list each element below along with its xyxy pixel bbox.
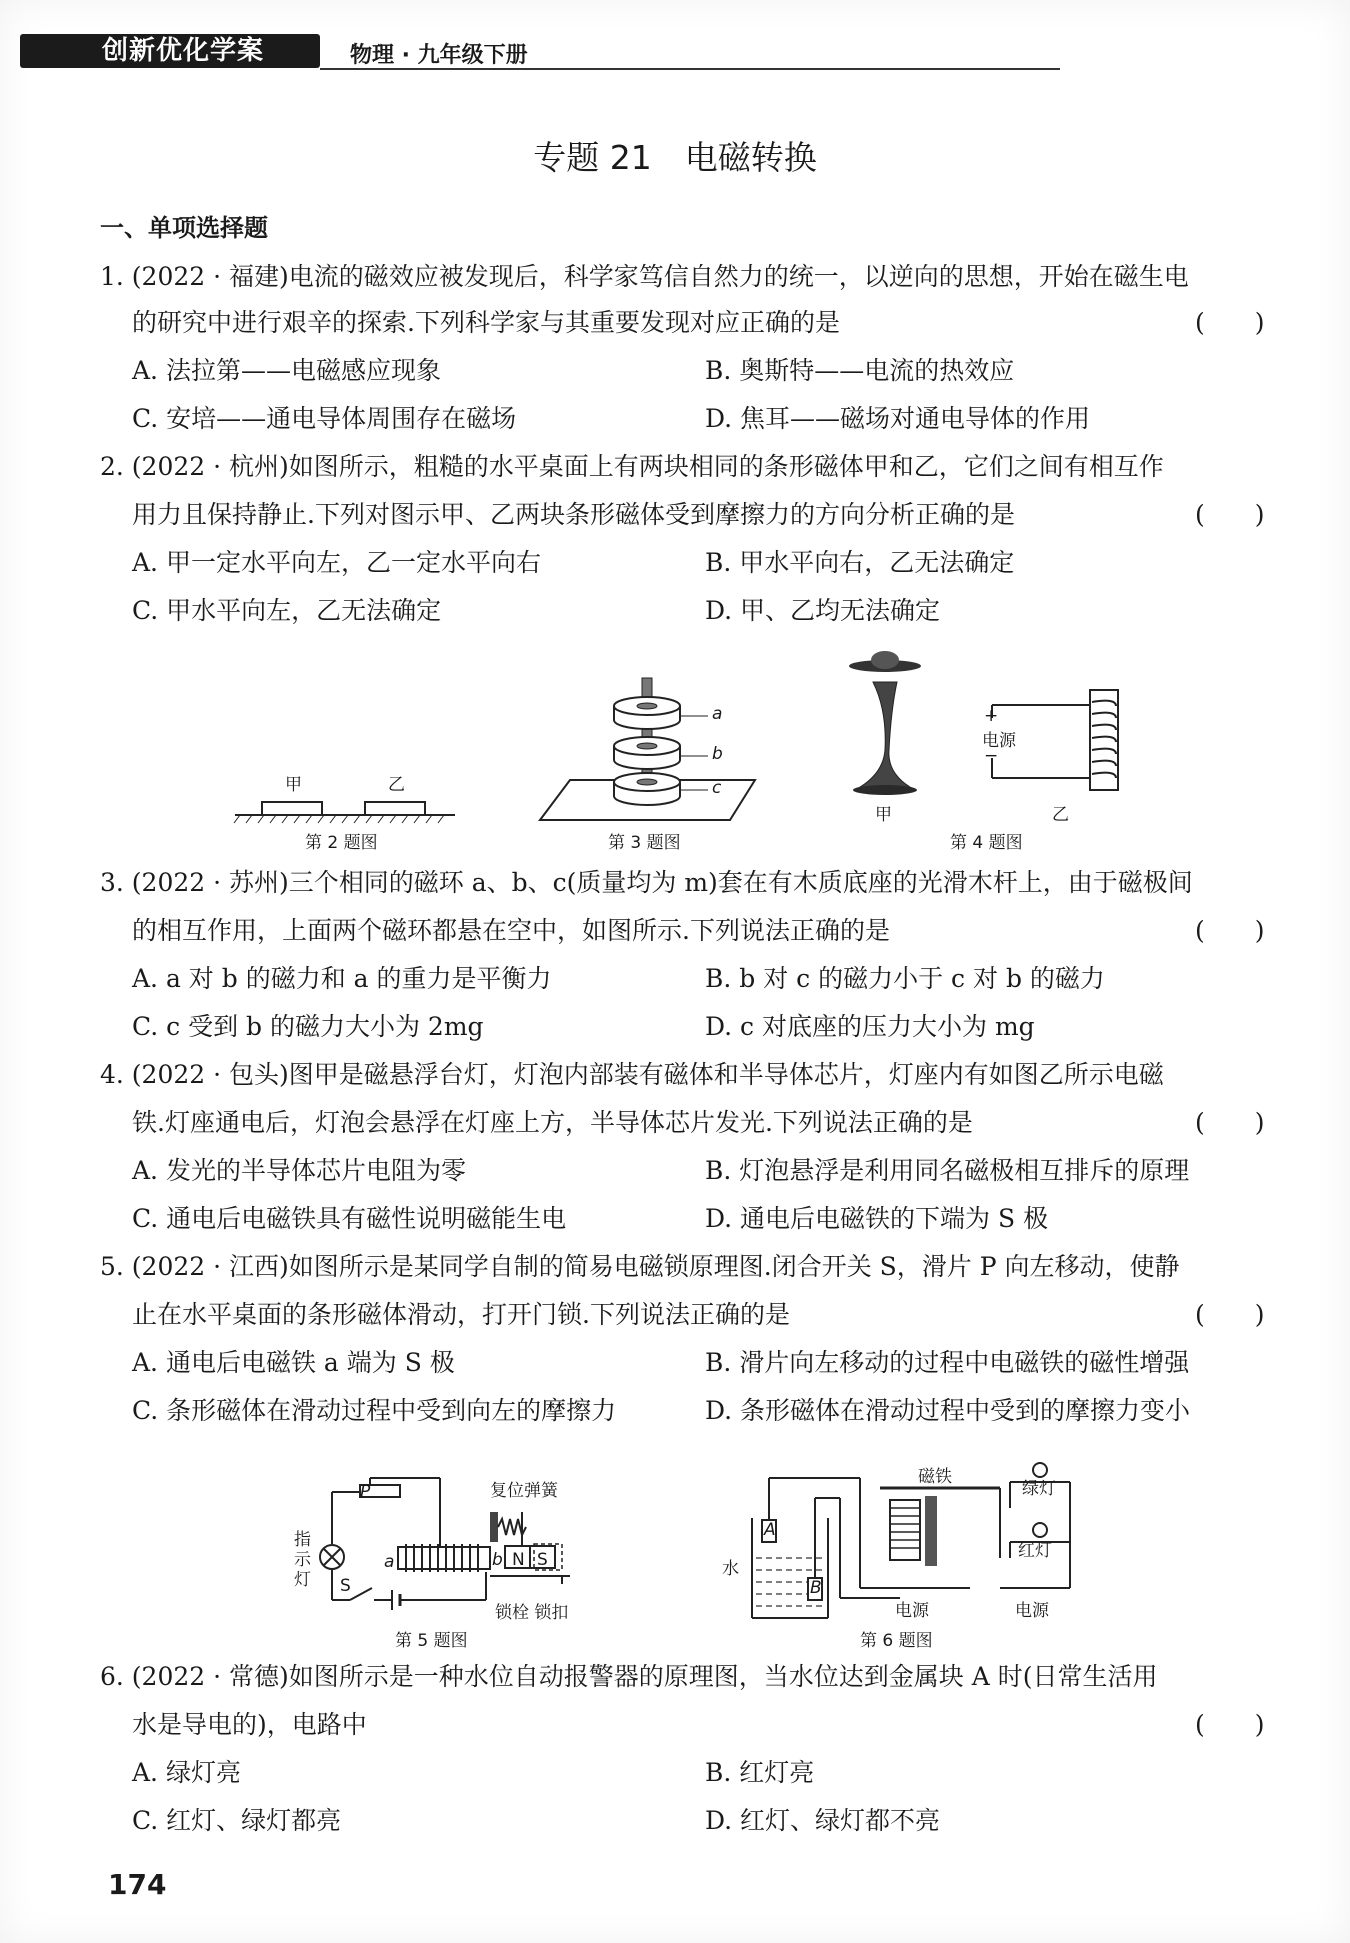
fig5-label-s: S (340, 1576, 351, 1596)
fig5-caption: 第 5 题图 (395, 1631, 468, 1651)
question-3-line-1: 3. (2022 · 苏州)三个相同的磁环 a、b、c(质量均为 m)套在有木质底座的光滑木杆上，由于磁极间 (100, 868, 1193, 897)
topic-title: 专题 21 电磁转换 (533, 138, 817, 177)
fig2-caption: 第 2 题图 (305, 833, 378, 853)
question-3-option-d[interactable]: D. c 对底座的压力大小为 mg (705, 1012, 1035, 1041)
magnet-yi (365, 802, 425, 815)
magnet-ring-b (614, 737, 680, 769)
fig4-label-jia: 甲 (875, 805, 892, 825)
switch-s (350, 1588, 372, 1600)
question-4-option-a[interactable]: A. 发光的半导体芯片电阻为零 (132, 1156, 466, 1185)
question-2-option-a[interactable]: A. 甲一定水平向左，乙一定水平向右 (132, 548, 541, 577)
question-2-line-2: 用力且保持静止.下列对图示甲、乙两块条形磁体受到摩擦力的方向分析正确的是 (132, 500, 1015, 529)
question-2-option-d[interactable]: D. 甲、乙均无法确定 (705, 596, 941, 625)
question-6-option-b[interactable]: B. 红灯亮 (705, 1758, 815, 1787)
question-1-line-1: 1. (2022 · 福建)电流的磁效应被发现后，科学家笃信自然力的统一，以逆向的思想，开始在磁生电 (100, 262, 1189, 291)
fig3-label-a: a (712, 704, 723, 724)
electromagnet (398, 1544, 490, 1572)
question-6-line-2: 水是导电的)，电路中 (132, 1710, 367, 1739)
fig6-label-a: A (764, 1520, 776, 1540)
question-2-line-1: 2. (2022 · 杭州)如图所示，粗糙的水平桌面上有两块相同的条形磁体甲和乙，它们之间有相互作 (100, 452, 1164, 481)
figure-3-diagram (540, 678, 760, 820)
fig6-power2-label: 电源 (1015, 1601, 1049, 1621)
relay-electromagnet (890, 1496, 937, 1566)
fig4-minus: − (984, 746, 999, 766)
answer-blank-6[interactable]: ( ) (1195, 1710, 1265, 1739)
fig5-lock-label: 锁栓 锁扣 (495, 1603, 569, 1623)
question-5-option-c[interactable]: C. 条形磁体在滑动过程中受到向左的摩擦力 (132, 1396, 617, 1425)
question-1-option-a[interactable]: A. 法拉第——电磁感应现象 (132, 356, 441, 385)
question-2-option-b[interactable]: B. 甲水平向右，乙无法确定 (705, 548, 1015, 577)
question-3-option-c[interactable]: C. c 受到 b 的磁力大小为 2mg (132, 1012, 484, 1041)
fig6-water-label: 水 (722, 1559, 739, 1579)
fig5-label-a: a (384, 1552, 395, 1572)
fig5-lamp-label: 指示灯 (294, 1530, 311, 1590)
answer-blank-2[interactable]: ( ) (1195, 500, 1265, 529)
question-1-option-b[interactable]: B. 奥斯特——电流的热效应 (705, 356, 1015, 385)
question-2-option-c[interactable]: C. 甲水平向左，乙无法确定 (132, 596, 442, 625)
magnet-jia (262, 802, 322, 815)
fig3-caption: 第 3 题图 (608, 833, 681, 853)
fig6-magnet-label: 磁铁 (918, 1467, 952, 1487)
fig4-power-label: 电源 (982, 731, 1016, 751)
fig5-label-s2: S (537, 1550, 548, 1570)
fig6-caption: 第 6 题图 (860, 1631, 933, 1651)
question-4-option-b[interactable]: B. 灯泡悬浮是利用同名磁极相互排斥的原理 (705, 1156, 1190, 1185)
header-rule (320, 68, 1060, 70)
fig5-label-n: N (512, 1550, 525, 1570)
fig5-label-p: P (360, 1482, 371, 1502)
question-3-option-a[interactable]: A. a 对 b 的磁力和 a 的重力是平衡力 (132, 964, 552, 993)
question-1-option-c[interactable]: C. 安培——通电导体周围存在磁场 (132, 404, 517, 433)
magnet-ring-a (614, 697, 680, 729)
question-6-line-1: 6. (2022 · 常德)如图所示是一种水位自动报警器的原理图，当水位达到金属块 A 时(日常生活用 (100, 1662, 1158, 1691)
reset-spring (490, 1512, 526, 1542)
answer-blank-3[interactable]: ( ) (1195, 916, 1265, 945)
fig2-label-jia: 甲 (285, 775, 302, 795)
question-4-line-1: 4. (2022 · 包头)图甲是磁悬浮台灯，灯泡内部装有磁体和半导体芯片，灯座内有如图乙所示电磁 (100, 1060, 1164, 1089)
question-4-option-d[interactable]: D. 通电后电磁铁的下端为 S 极 (705, 1204, 1049, 1233)
fig4-plus: + (984, 706, 999, 726)
question-5-line-2: 止在水平桌面的条形磁体滑动，打开门锁.下列说法正确的是 (132, 1300, 790, 1329)
red-lamp (1033, 1523, 1047, 1537)
subject-label: 物理 · 九年级下册 (350, 43, 528, 68)
question-5-option-a[interactable]: A. 通电后电磁铁 a 端为 S 极 (132, 1348, 455, 1377)
question-6-option-d[interactable]: D. 红灯、绿灯都不亮 (705, 1806, 941, 1835)
fig6-green-label: 绿灯 (1022, 1479, 1056, 1499)
answer-blank-1[interactable]: ( ) (1195, 308, 1265, 337)
fig3-label-c: c (712, 778, 722, 798)
question-3-line-2: 的相互作用，上面两个磁环都悬在空中，如图所示.下列说法正确的是 (132, 916, 890, 945)
fig5-spring-label: 复位弹簧 (490, 1481, 558, 1501)
fig3-label-b: b (712, 744, 723, 764)
fig6-red-label: 红灯 (1018, 1541, 1052, 1561)
section-title: 一、单项选择题 (100, 214, 268, 242)
question-1-line-2: 的研究中进行艰辛的探索.下列科学家与其重要发现对应正确的是 (132, 308, 840, 337)
question-4-line-2: 铁.灯座通电后，灯泡会悬浮在灯座上方，半导体芯片发光.下列说法正确的是 (132, 1108, 973, 1137)
question-1-option-d[interactable]: D. 焦耳——磁场对通电导体的作用 (705, 404, 1091, 433)
indicator-lamp (320, 1545, 344, 1569)
fig5-label-b: b (492, 1550, 503, 1570)
fig4-caption: 第 4 题图 (950, 833, 1023, 853)
question-4-option-c[interactable]: C. 通电后电磁铁具有磁性说明磁能生电 (132, 1204, 567, 1233)
fig6-label-b: B (810, 1578, 822, 1598)
figure-4-lamp (845, 650, 925, 795)
question-5-option-b[interactable]: B. 滑片向左移动的过程中电磁铁的磁性增强 (705, 1348, 1190, 1377)
fig4-label-yi: 乙 (1052, 805, 1069, 825)
magnet-ring-c (614, 773, 680, 805)
fig6-power1-label: 电源 (895, 1601, 929, 1621)
answer-blank-5[interactable]: ( ) (1195, 1300, 1265, 1329)
question-6-option-a[interactable]: A. 绿灯亮 (132, 1758, 241, 1787)
question-5-line-1: 5. (2022 · 江西)如图所示是某同学自制的简易电磁锁原理图.闭合开关 S，滑片 P 向左移动，使静 (100, 1252, 1180, 1281)
question-5-option-d[interactable]: D. 条形磁体在滑动过程中受到的摩擦力变小 (705, 1396, 1191, 1425)
fig2-label-yi: 乙 (388, 775, 405, 795)
electromagnet-coil (1090, 690, 1118, 790)
question-6-option-c[interactable]: C. 红灯、绿灯都亮 (132, 1806, 342, 1835)
page-number: 174 (108, 1868, 167, 1901)
answer-blank-4[interactable]: ( ) (1195, 1108, 1265, 1137)
book-title: 创新优化学案 (102, 36, 265, 66)
question-3-option-b[interactable]: B. b 对 c 的磁力小于 c 对 b 的磁力 (705, 964, 1105, 993)
page-header (20, 28, 1060, 74)
figure-2-diagram (230, 790, 460, 830)
